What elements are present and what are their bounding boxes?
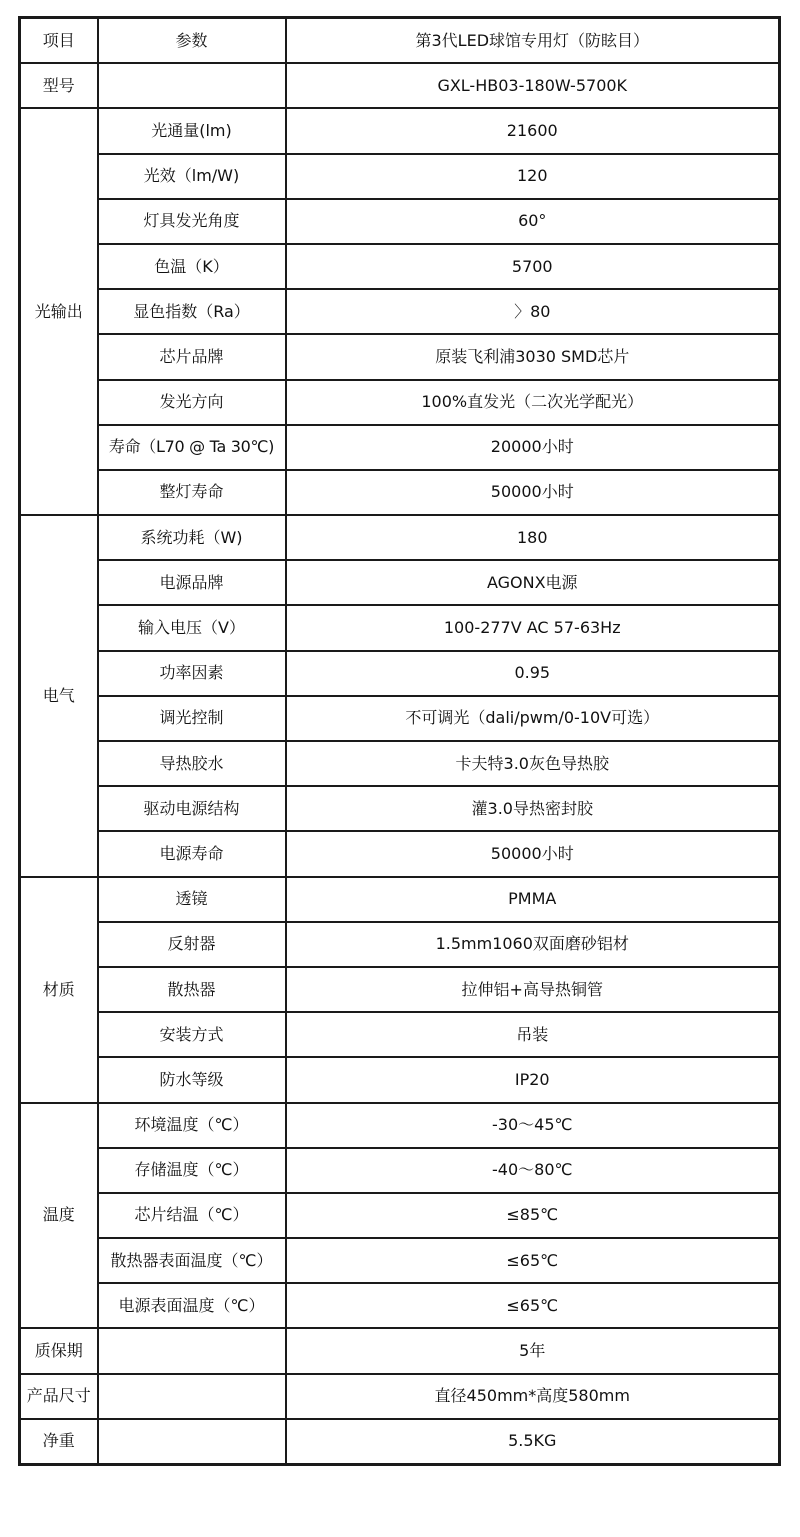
footer-row xyxy=(20,1374,780,1419)
param-cell: 色温（K） xyxy=(98,244,286,289)
param-cell: 驱动电源结构 xyxy=(98,786,286,831)
table-row xyxy=(20,199,780,244)
value-cell: 拉伸铝+高导热铜管 xyxy=(286,967,780,1012)
table-row xyxy=(20,967,780,1012)
model-value: GXL-HB03-180W-5700K xyxy=(286,63,780,108)
spec-table-body xyxy=(20,18,780,1465)
table-row xyxy=(20,289,780,334)
param-cell: 光效（lm/W) xyxy=(98,154,286,199)
table-row xyxy=(20,605,780,650)
table-row xyxy=(20,696,780,741)
category-cell: 电气 xyxy=(20,515,98,877)
value-cell: 50000小时 xyxy=(286,470,780,515)
header-param: 参数 xyxy=(98,18,286,64)
value-cell: 21600 xyxy=(286,108,780,153)
value-cell: 原装飞利浦3030 SMD芯片 xyxy=(286,334,780,379)
value-cell: 60° xyxy=(286,199,780,244)
table-row xyxy=(20,1057,780,1102)
value-cell: ≤65℃ xyxy=(286,1238,780,1283)
footer-param-empty xyxy=(98,1328,286,1373)
param-cell: 发光方向 xyxy=(98,380,286,425)
param-cell: 光通量(lm) xyxy=(98,108,286,153)
param-cell: 芯片品牌 xyxy=(98,334,286,379)
table-row xyxy=(20,786,780,831)
param-cell: 散热器 xyxy=(98,967,286,1012)
value-cell: PMMA xyxy=(286,877,780,922)
value-cell: 卡夫特3.0灰色导热胶 xyxy=(286,741,780,786)
category-cell: 温度 xyxy=(20,1103,98,1329)
table-row xyxy=(20,515,780,560)
footer-param-empty xyxy=(98,1374,286,1419)
value-cell: 50000小时 xyxy=(286,831,780,876)
table-row xyxy=(20,831,780,876)
table-row xyxy=(20,470,780,515)
table-row xyxy=(20,1193,780,1238)
footer-value: 直径450mm*高度580mm xyxy=(286,1374,780,1419)
param-cell: 安装方式 xyxy=(98,1012,286,1057)
value-cell: 不可调光（dali/pwm/0-10V可选） xyxy=(286,696,780,741)
category-cell: 光输出 xyxy=(20,108,98,515)
param-cell: 电源品牌 xyxy=(98,560,286,605)
value-cell: 0.95 xyxy=(286,651,780,696)
footer-value: 5.5KG xyxy=(286,1419,780,1465)
footer-param-empty xyxy=(98,1419,286,1465)
value-cell: AGONX电源 xyxy=(286,560,780,605)
table-row xyxy=(20,877,780,922)
table-row xyxy=(20,154,780,199)
table-row xyxy=(20,741,780,786)
value-cell: 吊装 xyxy=(286,1012,780,1057)
table-row xyxy=(20,380,780,425)
footer-label: 净重 xyxy=(20,1419,98,1465)
value-cell: 180 xyxy=(286,515,780,560)
value-cell: 120 xyxy=(286,154,780,199)
value-cell: 〉80 xyxy=(286,289,780,334)
header-item: 项目 xyxy=(20,18,98,64)
value-cell: ≤65℃ xyxy=(286,1283,780,1328)
param-cell: 环境温度（℃） xyxy=(98,1103,286,1148)
value-cell: 20000小时 xyxy=(286,425,780,470)
param-cell: 散热器表面温度（℃） xyxy=(98,1238,286,1283)
value-cell: -40～80℃ xyxy=(286,1148,780,1193)
model-param-empty xyxy=(98,63,286,108)
param-cell: 灯具发光角度 xyxy=(98,199,286,244)
footer-row xyxy=(20,1328,780,1373)
param-cell: 芯片结温（℃） xyxy=(98,1193,286,1238)
table-row xyxy=(20,1012,780,1057)
value-cell: 100%直发光（二次光学配光） xyxy=(286,380,780,425)
spec-table xyxy=(18,16,781,1466)
param-cell: 导热胶水 xyxy=(98,741,286,786)
value-cell: 1.5mm1060双面磨砂铝材 xyxy=(286,922,780,967)
footer-label: 产品尺寸 xyxy=(20,1374,98,1419)
footer-row xyxy=(20,1419,780,1465)
model-row xyxy=(20,63,780,108)
param-cell: 调光控制 xyxy=(98,696,286,741)
header-product: 第3代LED球馆专用灯（防眩目） xyxy=(286,18,780,64)
param-cell: 电源寿命 xyxy=(98,831,286,876)
table-row xyxy=(20,1148,780,1193)
table-row xyxy=(20,108,780,153)
param-cell: 显色指数（Ra） xyxy=(98,289,286,334)
category-cell: 材质 xyxy=(20,877,98,1103)
table-row xyxy=(20,425,780,470)
table-row xyxy=(20,244,780,289)
table-row xyxy=(20,651,780,696)
param-cell: 防水等级 xyxy=(98,1057,286,1102)
param-cell: 功率因素 xyxy=(98,651,286,696)
table-row xyxy=(20,334,780,379)
table-row xyxy=(20,560,780,605)
param-cell: 输入电压（V） xyxy=(98,605,286,650)
param-cell: 系统功耗（W) xyxy=(98,515,286,560)
value-cell: 灌3.0导热密封胶 xyxy=(286,786,780,831)
table-row xyxy=(20,1103,780,1148)
param-cell: 反射器 xyxy=(98,922,286,967)
table-row xyxy=(20,922,780,967)
model-label: 型号 xyxy=(20,63,98,108)
table-row xyxy=(20,1238,780,1283)
param-cell: 整灯寿命 xyxy=(98,470,286,515)
param-cell: 透镜 xyxy=(98,877,286,922)
param-cell: 寿命（L70 @ Ta 30℃) xyxy=(98,425,286,470)
header-row xyxy=(20,18,780,64)
value-cell: -30～45℃ xyxy=(286,1103,780,1148)
value-cell: IP20 xyxy=(286,1057,780,1102)
value-cell: ≤85℃ xyxy=(286,1193,780,1238)
footer-value: 5年 xyxy=(286,1328,780,1373)
param-cell: 存储温度（℃） xyxy=(98,1148,286,1193)
value-cell: 5700 xyxy=(286,244,780,289)
table-row xyxy=(20,1283,780,1328)
param-cell: 电源表面温度（℃） xyxy=(98,1283,286,1328)
footer-label: 质保期 xyxy=(20,1328,98,1373)
value-cell: 100-277V AC 57-63Hz xyxy=(286,605,780,650)
